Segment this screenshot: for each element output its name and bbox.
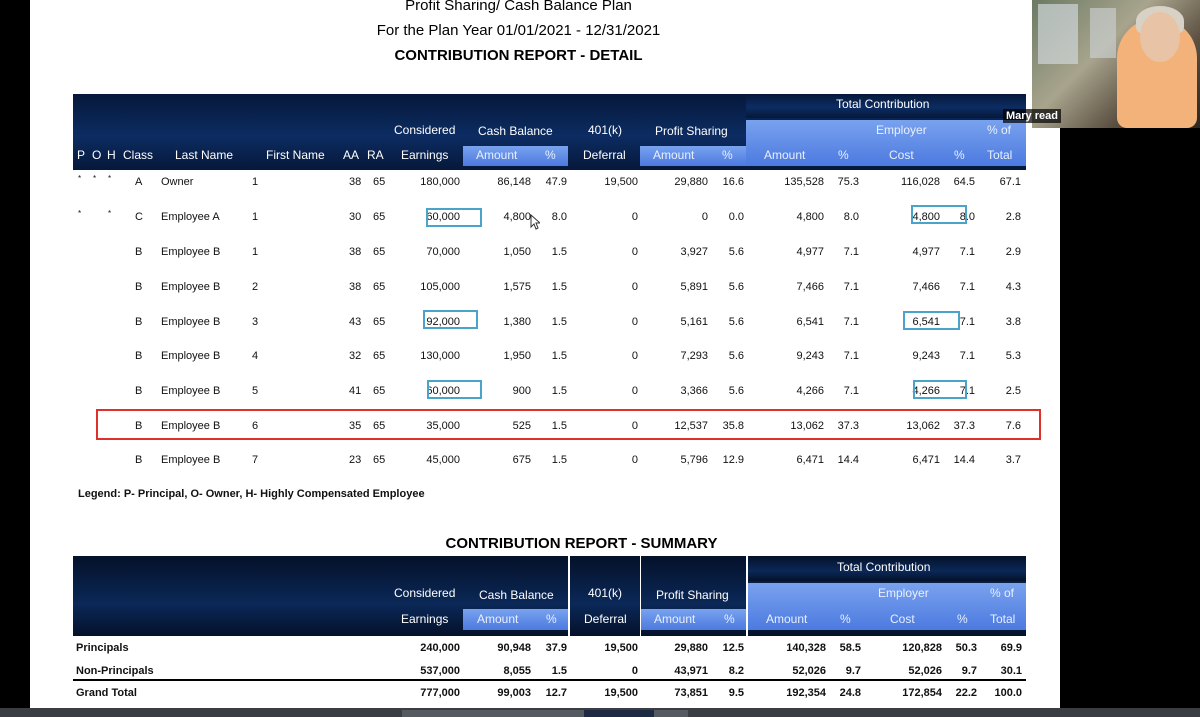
cell-deferral: 19,500 (604, 687, 638, 699)
hdr-cb-pct: % (545, 148, 556, 162)
cell-deferral: 0 (631, 281, 638, 293)
cell-class: B (135, 350, 143, 362)
hdr-h: H (107, 148, 116, 162)
cell-last-name: Employee B (161, 385, 221, 397)
cell-ps-pct: 8.2 (728, 665, 744, 677)
summary-row (0, 639, 1037, 659)
table-row (0, 382, 1037, 402)
hdr-last-name: Last Name (175, 148, 234, 162)
cell-ps-pct: 12.5 (722, 642, 744, 654)
cell-ra: 65 (373, 385, 386, 397)
cell-class: B (135, 281, 143, 293)
cell-total: 3.7 (1005, 454, 1021, 466)
cell-class: B (135, 246, 143, 258)
cell-earnings: 537,000 (420, 665, 460, 677)
cell-label: Grand Total (76, 687, 137, 699)
cell-cb-amount: 675 (512, 454, 531, 466)
cell-p: * (78, 209, 82, 218)
table-row (0, 208, 1037, 228)
cell-tc-amount: 4,800 (796, 211, 824, 223)
cell-emp-pct: 7.1 (959, 350, 975, 362)
cell-aa: 38 (349, 246, 362, 258)
cell-ps-amount: 5,891 (680, 281, 708, 293)
cell-cb-pct: 1.5 (551, 665, 567, 677)
cell-emp-cost: 6,541 (912, 316, 940, 328)
grand-total-rule (73, 679, 1026, 681)
sum-hdr-earnings: Earnings (401, 612, 449, 626)
cell-total: 2.8 (1005, 211, 1021, 223)
cell-tc-amount: 6,471 (796, 454, 824, 466)
cell-emp-pct: 37.3 (953, 420, 975, 432)
cell-tc-pct: 37.3 (837, 420, 859, 432)
cell-emp-pct: 7.1 (959, 246, 975, 258)
participant-name-label: Mary read (1003, 109, 1061, 123)
cell-earnings: 105,000 (420, 281, 460, 293)
hdr-employer: Employer (876, 123, 927, 137)
cell-ps-amount: 3,927 (680, 246, 708, 258)
table-row (0, 451, 1037, 471)
cell-first-name: 2 (252, 281, 259, 293)
cell-label: Non-Principals (76, 665, 154, 677)
cell-emp-cost: 120,828 (902, 642, 942, 654)
highlight-box (913, 380, 967, 399)
cell-deferral: 0 (631, 211, 638, 223)
cell-ps-pct: 5.6 (728, 350, 744, 362)
cell-emp-pct: 14.4 (953, 454, 975, 466)
cell-earnings: 60,000 (426, 385, 460, 397)
cell-total: 7.6 (1005, 420, 1021, 432)
sum-hdr-total: Total (990, 612, 1016, 626)
hdr-tc-pct: % (838, 148, 849, 162)
cell-tc-amount: 135,528 (784, 176, 824, 188)
hdr-earnings: Earnings (401, 148, 449, 162)
cell-o: * (93, 174, 97, 183)
hdr-total-contribution: Total Contribution (836, 97, 930, 111)
cell-deferral: 0 (631, 420, 638, 432)
cell-earnings: 92,000 (426, 316, 460, 328)
cell-ps-pct: 5.6 (728, 246, 744, 258)
table-row (0, 173, 1037, 193)
cell-cb-pct: 47.9 (545, 176, 567, 188)
cell-cb-pct: 1.5 (551, 385, 567, 397)
highlight-box (423, 310, 478, 329)
cell-tc-pct: 14.4 (837, 454, 859, 466)
cell-last-name: Employee B (161, 281, 221, 293)
cell-earnings: 70,000 (426, 246, 460, 258)
cell-emp-pct: 7.1 (959, 385, 975, 397)
cell-emp-cost: 13,062 (906, 420, 940, 432)
cell-h: * (108, 209, 112, 218)
cell-label: Principals (76, 642, 129, 654)
cell-cb-pct: 1.5 (551, 281, 567, 293)
cell-deferral: 0 (631, 385, 638, 397)
sum-hdr-ps-pct: % (724, 612, 735, 626)
cell-ps-amount: 29,880 (674, 642, 708, 654)
cell-total: 2.9 (1005, 246, 1021, 258)
cell-earnings: 777,000 (420, 687, 460, 699)
sum-hdr-employer: Employer (878, 586, 929, 600)
sum-hdr-emp-pct: % (957, 612, 968, 626)
cell-ra: 65 (373, 350, 386, 362)
cell-ps-amount: 73,851 (674, 687, 708, 699)
cell-emp-pct: 7.1 (959, 316, 975, 328)
cell-tc-amount: 192,354 (786, 687, 826, 699)
highlight-box (903, 311, 960, 330)
cell-tc-amount: 9,243 (796, 350, 824, 362)
table-row (0, 243, 1037, 263)
hdr-first-name: First Name (266, 148, 325, 162)
cell-total: 69.9 (1000, 642, 1022, 654)
cell-class: B (135, 420, 143, 432)
cell-cb-pct: 1.5 (551, 246, 567, 258)
cell-first-name: 7 (252, 454, 259, 466)
sum-hdr-tc-pct: % (840, 612, 851, 626)
cell-ps-pct: 0.0 (728, 211, 744, 223)
bottom-taskbar (0, 708, 1200, 717)
sum-hdr-total-contribution: Total Contribution (837, 560, 931, 574)
cell-tc-pct: 7.1 (843, 350, 859, 362)
cell-cb-amount: 1,950 (503, 350, 531, 362)
cell-first-name: 1 (252, 176, 259, 188)
cell-emp-cost: 9,243 (912, 350, 940, 362)
cell-ra: 65 (373, 316, 386, 328)
sum-hdr-considered: Considered (394, 586, 456, 600)
hdr-ps-amount: Amount (653, 148, 695, 162)
cell-aa: 35 (349, 420, 362, 432)
cell-ra: 65 (373, 420, 386, 432)
sum-hdr-ps-amount: Amount (654, 612, 696, 626)
cell-cb-pct: 37.9 (545, 642, 567, 654)
cell-cb-amount: 1,380 (503, 316, 531, 328)
hdr-pct-of: % of (987, 123, 1012, 137)
cell-ps-pct: 9.5 (728, 687, 744, 699)
cell-cb-amount: 4,800 (503, 211, 531, 223)
cell-h: * (108, 174, 112, 183)
cell-deferral: 0 (631, 246, 638, 258)
cell-aa: 23 (349, 454, 362, 466)
hdr-o: O (92, 148, 102, 162)
summary-row (0, 684, 1037, 704)
cell-tc-pct: 7.1 (843, 281, 859, 293)
hdr-aa: AA (343, 148, 360, 162)
highlight-box (426, 208, 482, 227)
hdr-401k: 401(k) (588, 123, 623, 137)
cell-ps-amount: 5,161 (680, 316, 708, 328)
hdr-emp-cost: Cost (889, 148, 914, 162)
cell-ps-amount: 7,293 (680, 350, 708, 362)
cell-ps-pct: 5.6 (728, 316, 744, 328)
highlight-box (911, 205, 967, 224)
hdr-cash-balance: Cash Balance (478, 124, 553, 138)
cell-class: B (135, 385, 143, 397)
hdr-cb-amount: Amount (476, 148, 518, 162)
cell-emp-cost: 6,471 (912, 454, 940, 466)
cell-earnings: 240,000 (420, 642, 460, 654)
cell-total: 100.0 (994, 687, 1022, 699)
cell-cb-pct: 1.5 (551, 454, 567, 466)
sum-hdr-cb-amount: Amount (477, 612, 519, 626)
cell-emp-pct: 9.7 (961, 665, 977, 677)
cell-cb-amount: 900 (512, 385, 531, 397)
cell-tc-amount: 52,026 (792, 665, 826, 677)
cell-total: 3.8 (1005, 316, 1021, 328)
cell-tc-pct: 9.7 (845, 665, 861, 677)
cell-ps-amount: 43,971 (674, 665, 708, 677)
cell-ps-pct: 5.6 (728, 281, 744, 293)
cell-cb-amount: 86,148 (497, 176, 531, 188)
cell-ra: 65 (373, 176, 386, 188)
hdr-tc-amount: Amount (764, 148, 806, 162)
hdr-ps-pct: % (722, 148, 733, 162)
cell-emp-pct: 64.5 (953, 176, 975, 188)
cell-aa: 32 (349, 350, 362, 362)
cell-tc-pct: 8.0 (843, 211, 859, 223)
cell-class: B (135, 454, 143, 466)
cell-ra: 65 (373, 281, 386, 293)
cell-emp-cost: 116,028 (901, 176, 940, 188)
cell-earnings: 60,000 (426, 211, 460, 223)
cell-total: 30.1 (1000, 665, 1022, 677)
cell-emp-pct: 7.1 (959, 281, 975, 293)
cell-cb-amount: 90,948 (497, 642, 531, 654)
cell-total: 4.3 (1005, 281, 1021, 293)
plan-title: Profit Sharing/ Cash Balance Plan (405, 0, 632, 14)
cell-aa: 38 (349, 281, 362, 293)
cell-first-name: 5 (252, 385, 259, 397)
cell-aa: 41 (349, 385, 362, 397)
cell-class: A (135, 176, 143, 188)
cell-tc-amount: 4,266 (796, 385, 824, 397)
sum-hdr-cb-pct: % (546, 612, 557, 626)
table-row (0, 347, 1037, 367)
cell-emp-cost: 7,466 (912, 281, 940, 293)
cell-earnings: 180,000 (420, 176, 460, 188)
cell-tc-pct: 58.5 (839, 642, 861, 654)
cell-deferral: 0 (631, 454, 638, 466)
cell-class: B (135, 316, 143, 328)
cell-ps-pct: 12.9 (722, 454, 744, 466)
table-row (0, 278, 1037, 298)
cell-last-name: Employee B (161, 454, 221, 466)
cell-total: 5.3 (1005, 350, 1021, 362)
hdr-class: Class (123, 148, 154, 162)
cell-deferral: 0 (631, 665, 638, 677)
mouse-cursor-icon (530, 214, 540, 230)
cell-tc-pct: 75.3 (837, 176, 859, 188)
cell-cb-amount: 1,050 (503, 246, 531, 258)
cell-emp-cost: 172,854 (902, 687, 942, 699)
cell-tc-pct: 7.1 (843, 246, 859, 258)
cell-tc-pct: 7.1 (843, 316, 859, 328)
cell-deferral: 0 (631, 316, 638, 328)
hdr-emp-pct: % (954, 148, 965, 162)
hdr-p: P (77, 148, 86, 162)
sum-hdr-pct-of: % of (990, 586, 1015, 600)
cell-ps-pct: 5.6 (728, 385, 744, 397)
cell-emp-pct: 22.2 (955, 687, 977, 699)
cell-total: 67.1 (999, 176, 1021, 188)
cell-ps-pct: 35.8 (722, 420, 744, 432)
cell-class: C (135, 211, 143, 223)
sum-hdr-tc-amount: Amount (766, 612, 808, 626)
cell-ps-amount: 5,796 (680, 454, 708, 466)
cell-last-name: Employee B (161, 316, 221, 328)
cell-aa: 43 (349, 316, 362, 328)
cell-last-name: Employee B (161, 350, 221, 362)
cell-last-name: Employee B (161, 246, 221, 258)
cell-aa: 38 (349, 176, 362, 188)
cell-cb-pct: 8.0 (551, 211, 567, 223)
cell-ra: 65 (373, 246, 386, 258)
sum-hdr-401k: 401(k) (588, 586, 623, 600)
sum-hdr-deferral: Deferral (584, 612, 627, 626)
cell-emp-cost: 4,800 (912, 211, 940, 223)
cell-deferral: 0 (631, 350, 638, 362)
hdr-deferral: Deferral (583, 148, 626, 162)
highlight-box (427, 380, 482, 399)
cell-last-name: Employee A (161, 211, 220, 223)
cell-emp-pct: 50.3 (955, 642, 977, 654)
cell-cb-amount: 8,055 (503, 665, 531, 677)
cell-ps-amount: 0 (701, 211, 708, 223)
cell-total: 2.5 (1005, 385, 1021, 397)
cell-emp-pct: 8.0 (959, 211, 975, 223)
cell-last-name: Employee B (161, 420, 221, 432)
cell-first-name: 1 (252, 211, 259, 223)
cell-earnings: 130,000 (420, 350, 460, 362)
cell-tc-pct: 7.1 (843, 385, 859, 397)
detail-title: CONTRIBUTION REPORT - DETAIL (394, 47, 643, 64)
cell-last-name: Owner (161, 176, 194, 188)
cell-aa: 30 (349, 211, 362, 223)
cell-ra: 65 (373, 454, 386, 466)
cell-first-name: 6 (252, 420, 259, 432)
cell-cb-amount: 99,003 (497, 687, 531, 699)
cell-ps-amount: 12,537 (674, 420, 708, 432)
legend: Legend: P- Principal, O- Owner, H- Highly Compensated Employee (78, 488, 425, 500)
cell-emp-cost: 52,026 (908, 665, 942, 677)
cell-cb-pct: 1.5 (551, 316, 567, 328)
sum-hdr-cash-balance: Cash Balance (479, 588, 554, 602)
cell-tc-amount: 6,541 (796, 316, 824, 328)
cell-tc-amount: 7,466 (796, 281, 824, 293)
cell-tc-amount: 4,977 (796, 246, 824, 258)
hdr-profit-sharing: Profit Sharing (655, 124, 728, 138)
cell-ra: 65 (373, 211, 386, 223)
cell-p: * (78, 174, 82, 183)
cell-tc-pct: 24.8 (839, 687, 861, 699)
cell-cb-amount: 1,575 (503, 281, 531, 293)
plan-year: For the Plan Year 01/01/2021 - 12/31/2021 (376, 22, 661, 39)
cell-cb-amount: 525 (512, 420, 531, 432)
cell-tc-amount: 140,328 (786, 642, 826, 654)
summary-title: CONTRIBUTION REPORT - SUMMARY (445, 535, 718, 552)
highlight-row-box (96, 409, 1041, 440)
table-row (0, 313, 1037, 333)
cell-first-name: 1 (252, 246, 259, 258)
cell-first-name: 4 (252, 350, 259, 362)
cell-deferral: 19,500 (604, 642, 638, 654)
cell-emp-cost: 4,977 (912, 246, 940, 258)
sum-hdr-profit-sharing: Profit Sharing (656, 588, 729, 602)
hdr-ra: RA (367, 148, 384, 162)
cell-cb-pct: 1.5 (551, 350, 567, 362)
cell-ps-pct: 16.6 (722, 176, 744, 188)
cell-cb-pct: 12.7 (545, 687, 567, 699)
sum-hdr-emp-cost: Cost (890, 612, 915, 626)
cell-emp-cost: 4,266 (912, 385, 940, 397)
cell-earnings: 45,000 (426, 454, 460, 466)
cell-deferral: 19,500 (604, 176, 638, 188)
cell-first-name: 3 (252, 316, 259, 328)
cell-ps-amount: 3,366 (680, 385, 708, 397)
cell-ps-amount: 29,880 (674, 176, 708, 188)
cell-earnings: 35,000 (426, 420, 460, 432)
hdr-total: Total (987, 148, 1013, 162)
cell-cb-pct: 1.5 (551, 420, 567, 432)
cell-tc-amount: 13,062 (790, 420, 824, 432)
hdr-considered: Considered (394, 123, 456, 137)
